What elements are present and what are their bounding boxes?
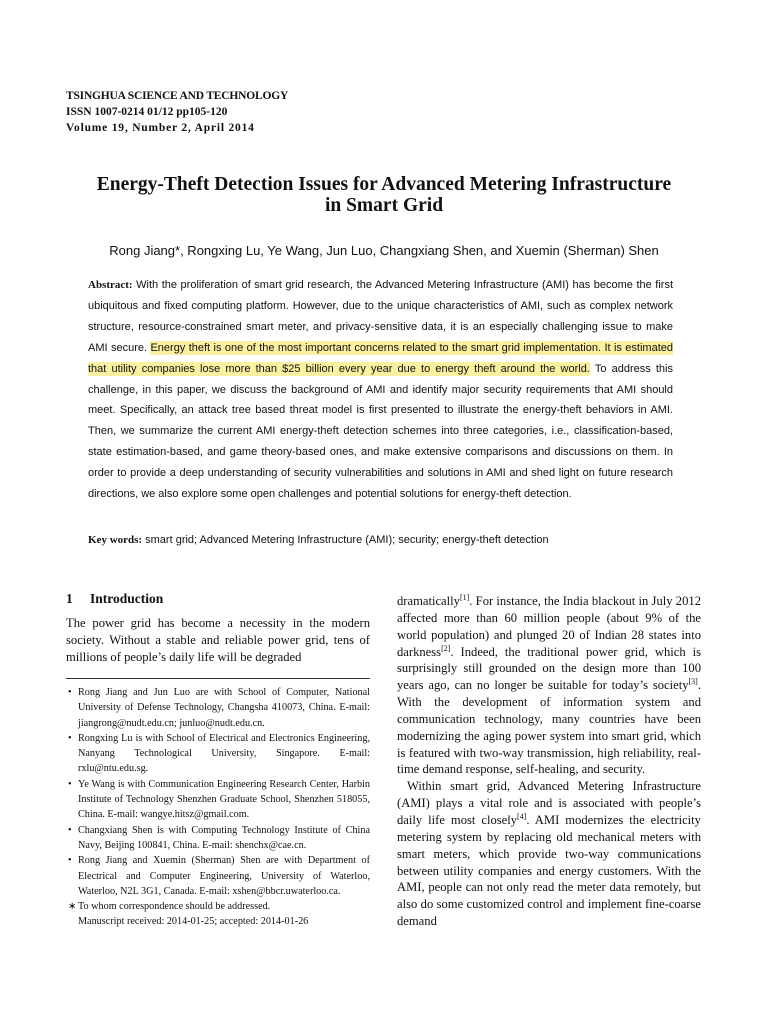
- journal-name: TSINGHUA SCIENCE AND TECHNOLOGY: [66, 90, 289, 102]
- footnote-text: Rongxing Lu is with School of Electrical and Electronics Engineering, Nanyang Technological University, Singapore. E-mail: rxlu@ntu.edu.sg.: [78, 732, 370, 775]
- bullet-marker: •: [68, 778, 72, 790]
- bullet-marker: •: [68, 732, 72, 744]
- footnote-affiliation-3: [66, 777, 370, 823]
- footnote-text: Ye Wang is with Communication Engineering Research Center, Harbin Institute of Technology Shenzhen Graduate School, Shenzhen 518055, China. E-mail: wangye.hitsz@gmail.com.: [78, 778, 370, 821]
- footnote-affiliation-4: [66, 823, 370, 854]
- footnotes: [66, 685, 370, 930]
- text-run: . With the development of information system and communication technology, many countries have been modernizing the aging power system into smart grid, which is featured with two-way transmission, high reliability, real-time demand response, self-healing, and security.: [397, 678, 701, 777]
- section-heading: [66, 591, 163, 607]
- footnote-divider: [66, 678, 370, 679]
- footnote-manuscript-dates: [66, 914, 370, 929]
- text-run: . For instance, the India blackout in July 2012 affected more than 60 million people (about 9% of the world population) and plunged 20 of Indian 28 states into darkness: [397, 594, 701, 659]
- author-list: Rong Jiang*, Rongxing Lu, Ye Wang, Jun Luo, Changxiang Shen, and Xuemin (Sherman) Shen: [109, 243, 659, 258]
- paper-title-line2: in Smart Grid: [324, 195, 444, 216]
- footnote-affiliation-2: [66, 731, 370, 777]
- abstract-text-after: To address this challenge, in this paper, we discuss the background of AMI and identify major security requirements that AMI should meet. Specifically, an attack tree based threat model is first presented to illustrate the energy-theft behaviors in AMI. Then, we summarize the current AMI energy-theft detection schemes into three categories, i.e., classification-based, state estimation-based, and game theory-based ones, and make extensive comparisons and discussions on them. In order to provide a deep understanding of security vulnerabilities and solutions in AMI and shed light on future research directions, we also explore some open challenges and potential solutions for energy-theft detection.: [88, 362, 673, 501]
- footnote-text: Changxiang Shen is with Computing Technology Institute of China Navy, Beijing 100841, China. E-mail: shenchx@cae.cn.: [78, 824, 370, 851]
- abstract-label: Abstract:: [88, 279, 133, 291]
- citation: [3]: [688, 677, 698, 687]
- footnote-text: Rong Jiang and Xuemin (Sherman) Shen are with Department of Electrical and Computer Engineering, University of Waterloo, Waterloo, N2L 3G1, Canada. E-mail: xshen@bbcr.uwaterloo.ca.: [78, 855, 370, 897]
- text-run: . AMI modernizes the electricity metering system by replacing old mechanical meters with smart meters, which provide two-way communications between utility companies and energy customers. With the AMI, people can not only read the meter data remotely, but also do some customized control and implement fine-coarse demand: [397, 812, 701, 929]
- keywords-label: Key words:: [88, 534, 143, 546]
- abstract-highlight: Energy theft is one of the most important concerns related to the smart grid implementation. It is estimated that utility companies lose more than $25 billion every year due to energy theft around the world.: [88, 341, 674, 375]
- asterisk-marker: ∗: [68, 901, 77, 913]
- bullet-marker: •: [68, 855, 72, 867]
- abstract-text-before: With the proliferation of smart grid research, the Advanced Metering Infrastructure (AMI) has become the first ubiquitous and fixed computing platform. However, due to the unique characteristics of AMI, such as complex network structure, resource-constrained smart meter, and privacy-sensitive data, it is an especially challenging issue to make AMI secure.: [88, 279, 674, 354]
- paper-title: [40, 174, 728, 216]
- keywords: [88, 532, 673, 548]
- text-run: dramatically: [397, 594, 460, 608]
- journal-header: [66, 88, 366, 136]
- bullet-marker: •: [68, 824, 72, 836]
- footnote-text: To whom correspondence should be addressed.: [78, 901, 271, 913]
- paper-title-line1: Energy-Theft Detection Issues for Advanced Metering Infrastructure: [96, 174, 672, 195]
- paragraph: [397, 593, 701, 778]
- text-run: . Indeed, the traditional power grid, which is surprisingly still grounded on the design more than 100 years ago, can no longer be suitable for today’s society: [397, 644, 701, 693]
- text-run: Within smart grid, Advanced Metering Infrastructure (AMI) plays a vital role and is associated with people’s daily life most closely: [397, 779, 701, 827]
- footnote-text: Rong Jiang and Jun Luo are with School of Computer, National University of Defense Technology, Changsha 410073, China. E-mail: jiangrong@nudt.edu.cn; junluo@nudt.edu.cn.: [78, 687, 370, 729]
- right-column-body: [397, 593, 701, 930]
- paragraph: [397, 778, 701, 930]
- journal-issn: ISSN 1007-0214 01/12 pp105-120: [66, 106, 228, 118]
- section-number: 1: [66, 591, 73, 606]
- footnote-text: Manuscript received: 2014-01-25; accepted: 2014-01-26: [78, 916, 309, 928]
- footnote-affiliation-5: [66, 853, 370, 899]
- journal-volume: Volume 19, Number 2, April 2014: [66, 122, 255, 134]
- citation: [1]: [459, 592, 470, 602]
- bullet-marker: •: [68, 687, 72, 698]
- footnote-affiliation-1: [66, 685, 370, 731]
- abstract: [88, 275, 673, 505]
- citation: [4]: [517, 811, 527, 821]
- section-title: Introduction: [90, 591, 164, 606]
- left-column-body: The power grid has become a necessity in the modern society. Without a stable and reliable power grid, tens of millions of people’s daily life will be degraded: [66, 616, 370, 665]
- footnote-correspondence: [66, 899, 370, 914]
- citation: [2]: [441, 643, 451, 653]
- keywords-text: smart grid; Advanced Metering Infrastructure (AMI); security; energy-theft detection: [145, 534, 549, 546]
